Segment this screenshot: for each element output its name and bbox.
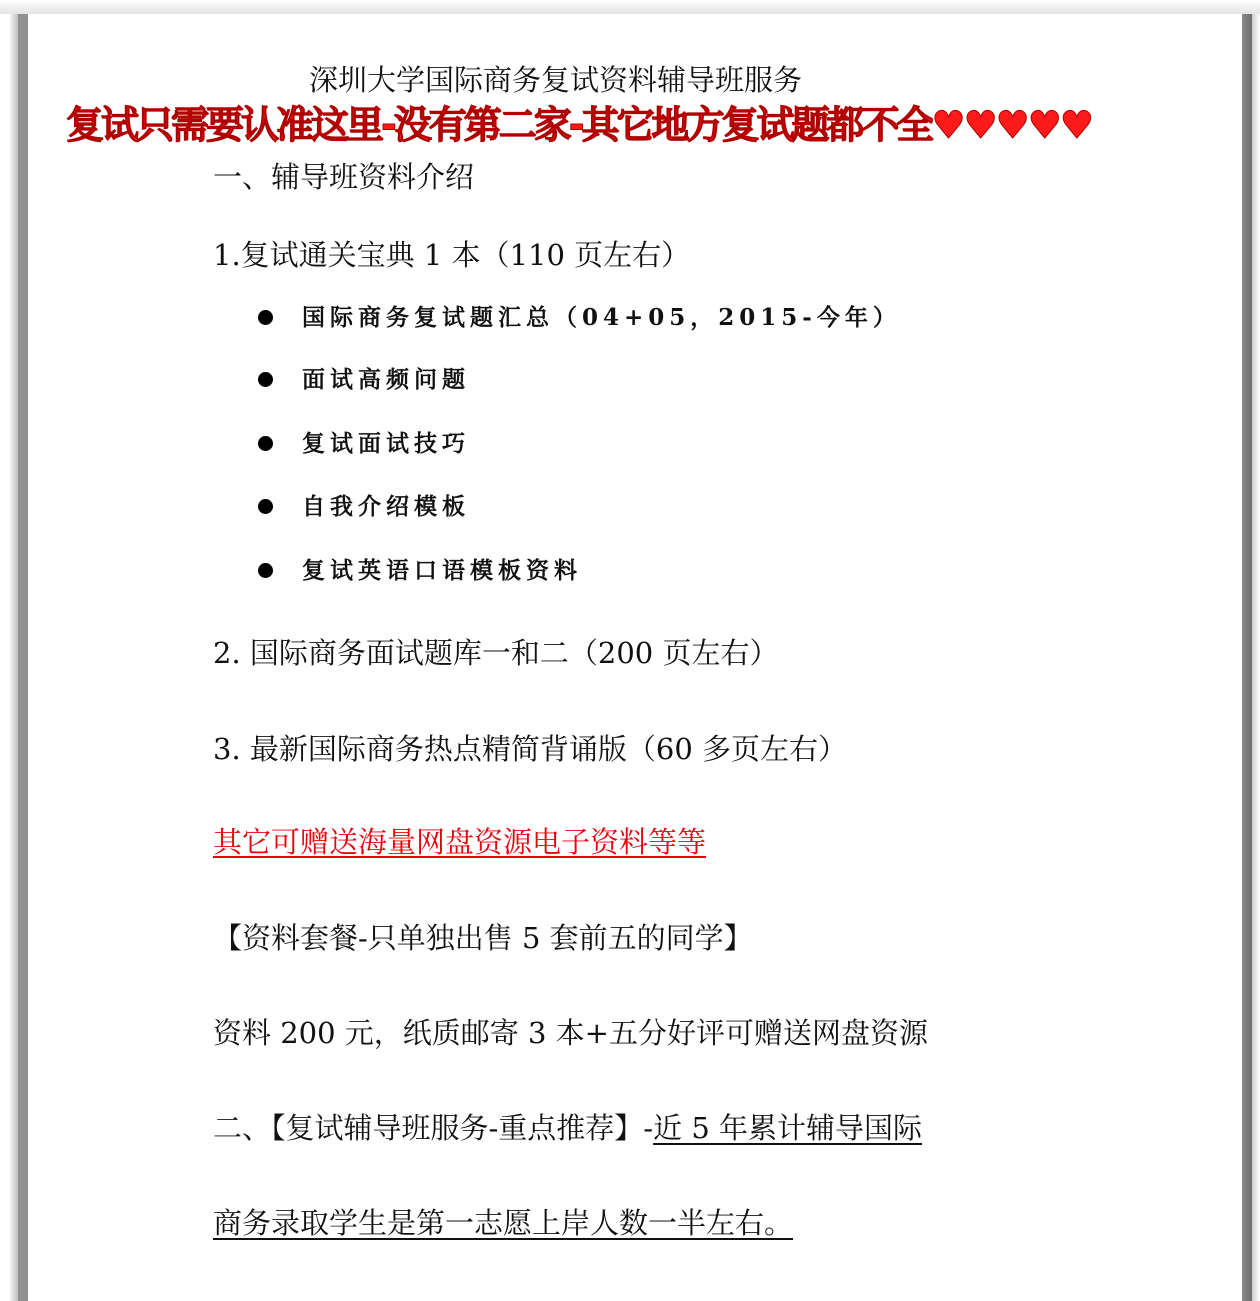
section-2-prefix: 二、【复试辅导班服务-重点推荐】-	[213, 1111, 654, 1145]
document-title: 深圳大学国际商务复试资料辅导班服务	[309, 63, 803, 97]
bullet-dot-icon	[258, 563, 273, 578]
bullet-item: 复试面试技巧	[302, 430, 470, 457]
window-top-edge	[0, 0, 1260, 14]
left-border-shadow	[18, 14, 28, 1301]
section-2-line-2	[213, 1203, 793, 1243]
bullet-item: 自我介绍模板	[302, 493, 470, 520]
item-2: 2. 国际商务面试题库一和二（200 页左右）	[213, 636, 779, 670]
package-description: 资料 200 元，纸质邮寄 3 本+五分好评可赠送网盘资源	[213, 1016, 928, 1050]
bullet-dot-icon	[258, 499, 273, 514]
section-2-underlined: 近 5 年累计辅导国际	[653, 1111, 922, 1145]
bullet-item: 复试英语口语模板资料	[302, 557, 582, 584]
bullet-dot-icon	[258, 436, 273, 451]
bullet-item: 面试高频问题	[302, 366, 470, 393]
right-border-highlight	[1252, 14, 1260, 1301]
section-2-heading	[213, 1108, 922, 1148]
gift-line	[213, 822, 706, 862]
promo-banner	[66, 101, 1092, 149]
item-1: 1.复试通关宝典 1 本（110 页左右）	[213, 238, 691, 272]
bullet-dot-icon	[258, 372, 273, 387]
item-3: 3. 最新国际商务热点精简背诵版（60 多页左右）	[213, 732, 848, 766]
right-border	[1242, 14, 1252, 1301]
bullet-dot-icon	[258, 310, 273, 325]
promo-text: 复试只需要认准这里-没有第二家-其它地方复试题都不全	[66, 103, 932, 147]
left-border	[10, 14, 18, 1301]
package-heading: 【资料套餐-只单独出售 5 套前五的同学】	[213, 921, 753, 955]
section-1-heading: 一、辅导班资料介绍	[213, 160, 475, 194]
section-2-line-2-text: 商务录取学生是第一志愿上岸人数一半左右。	[213, 1206, 794, 1240]
bullet-item: 国际商务复试题汇总（04+05，2015-今年）	[302, 304, 901, 331]
gift-link[interactable]: 其它可赠送海量网盘资源电子资料等等	[213, 825, 707, 859]
hearts-icon: ♥♥♥♥♥	[931, 103, 1092, 147]
